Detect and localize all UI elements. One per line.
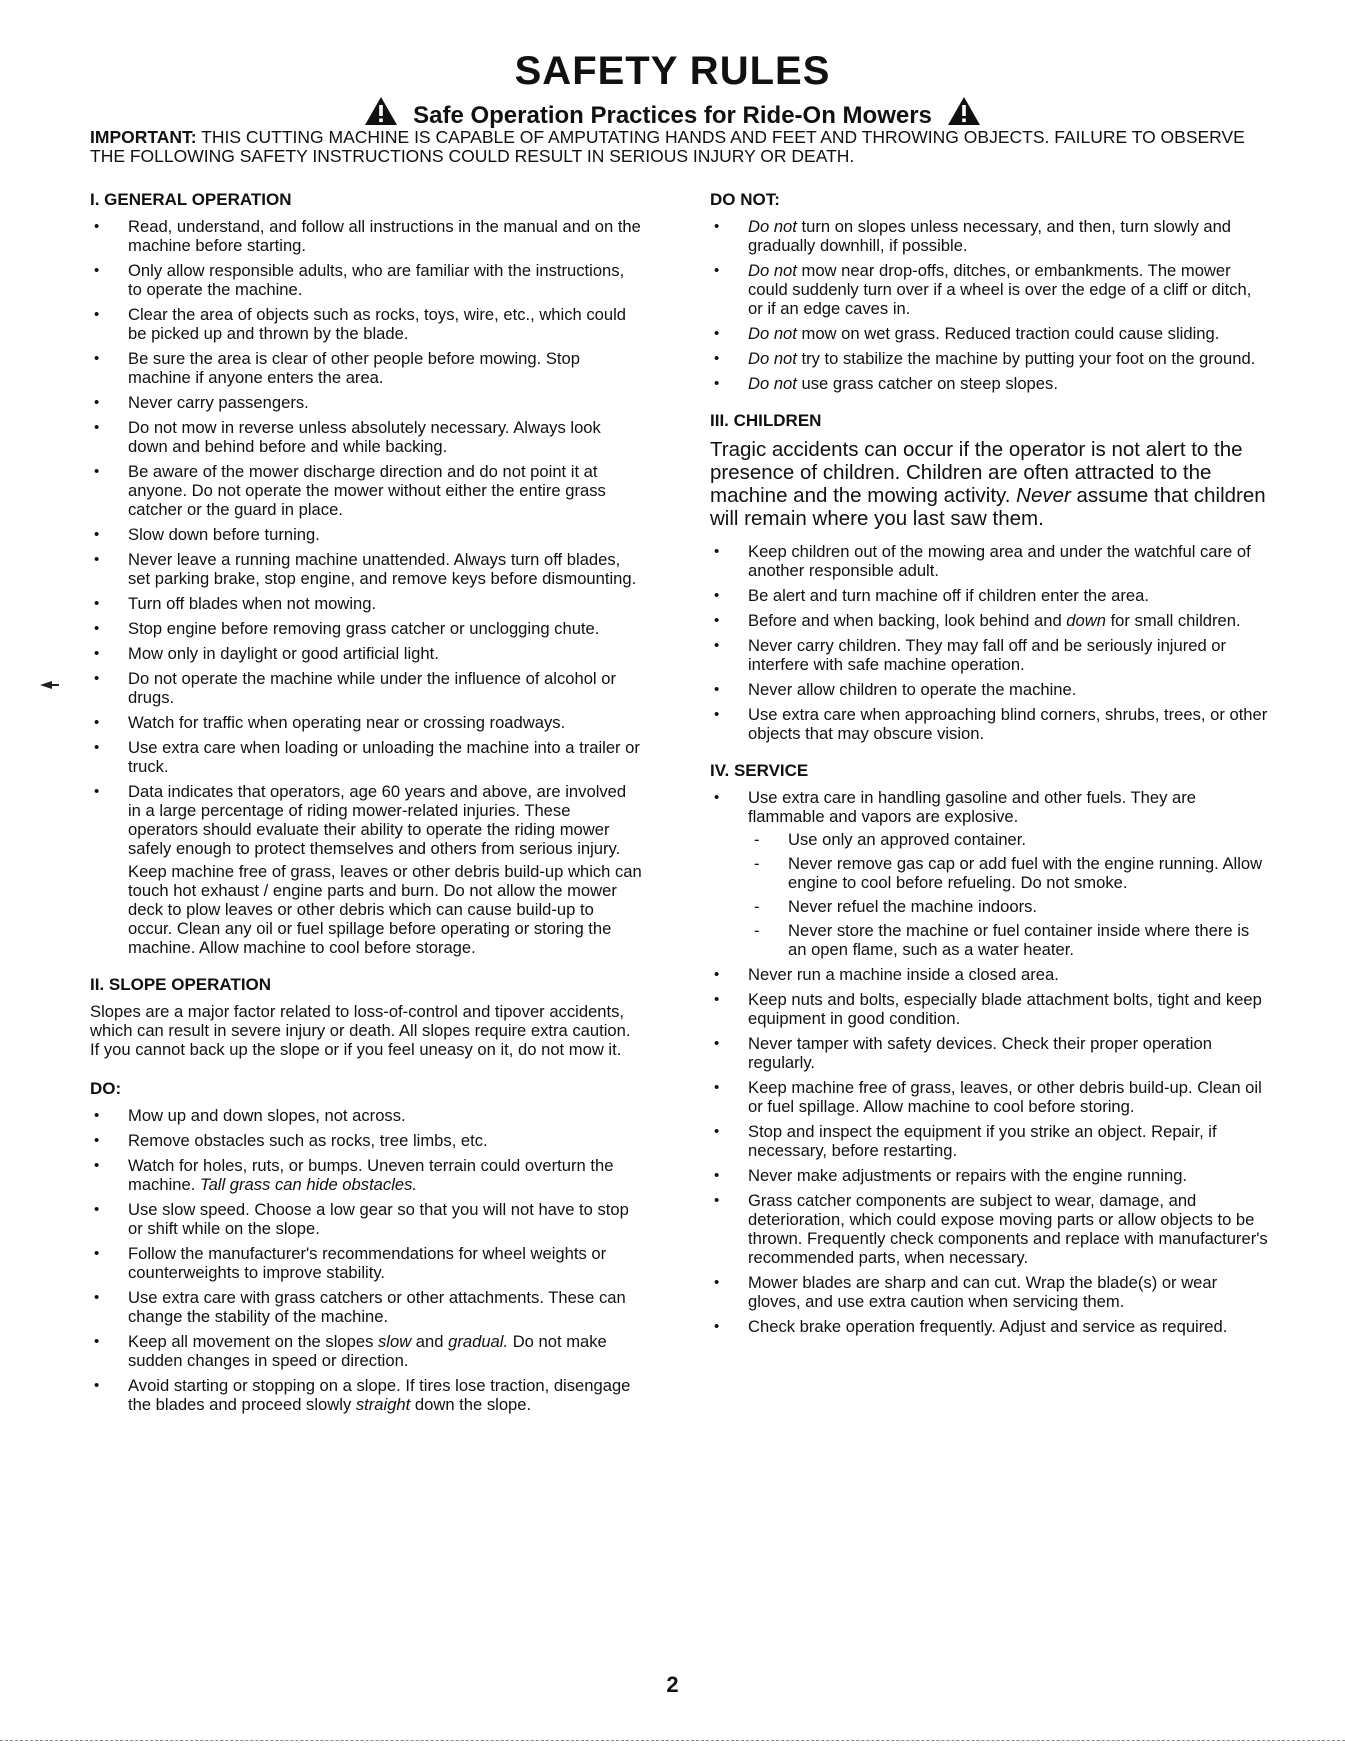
do-not-list xyxy=(710,217,1270,393)
list-item: • Keep machine free of grass, leaves, or other debris build-up. Clean oil or fuel spillage. Allow machine to cool before storing. xyxy=(710,1078,1270,1116)
list-item: • Slow down before turning. xyxy=(90,525,642,544)
list-item: • Follow the manufacturer's recommendations for wheel weights or counterweights to improve stability. xyxy=(90,1244,642,1282)
list-item: • Mower blades are sharp and can cut. Wrap the blade(s) or wear gloves, and use extra caution when servicing them. xyxy=(710,1273,1270,1311)
list-item-text: Watch for holes, ruts, or bumps. Uneven terrain could overturn the machine. xyxy=(128,1156,614,1194)
list-item-emphasis: straight xyxy=(355,1395,411,1414)
left-column xyxy=(90,190,642,1420)
list-item: • Stop and inspect the equipment if you strike an object. Repair, if necessary, before restarting. xyxy=(710,1122,1270,1160)
list-item: • Do not operate the machine while under the influence of alcohol or drugs. xyxy=(90,669,642,707)
intro-text: Tragic accidents can occur if the operator is not alert to the presence of children. Children are often attracted to the machine and the mowing activity. xyxy=(710,438,1243,507)
list-item: • Be aware of the mower discharge direction and do not point it at anyone. Do not operate the mower without either the entire grass catcher or the guard in place. xyxy=(90,462,642,519)
service-list xyxy=(710,788,1270,1336)
page-number: 2 xyxy=(666,1672,679,1697)
list-item xyxy=(710,217,1270,255)
margin-arrow-icon xyxy=(40,680,60,690)
list-item-text: try to stabilize the machine by putting your foot on the ground. xyxy=(796,349,1256,368)
do-list xyxy=(90,1106,642,1414)
intro-emphasis: Never xyxy=(1016,484,1071,507)
list-item xyxy=(90,1156,642,1194)
list-item: • Be alert and turn machine off if children enter the area. xyxy=(710,586,1270,605)
sub-list-item: - Never refuel the machine indoors. xyxy=(748,897,1270,916)
list-item: • Read, understand, and follow all instructions in the manual and on the machine before starting. xyxy=(90,217,642,255)
list-item-emphasis: slow xyxy=(377,1332,412,1351)
list-item: • Never run a machine inside a closed area. xyxy=(710,965,1270,984)
list-item: • Use extra care with grass catchers or other attachments. These can change the stability of the machine. xyxy=(90,1288,642,1326)
list-item: • Check brake operation frequently. Adjust and service as required. xyxy=(710,1317,1270,1336)
list-item-text: Avoid starting or stopping on a slope. If tires lose traction, disengage the blades and proceed slowly xyxy=(128,1376,631,1414)
list-item: • Do not mow in reverse unless absolutely necessary. Always look down and behind before and while backing. xyxy=(90,418,642,456)
general-list xyxy=(90,217,642,957)
list-item-text: Use extra care in handling gasoline and other fuels. They are flammable and vapors are explosive. xyxy=(748,788,1196,826)
warning-triangle-icon xyxy=(364,96,398,126)
list-item: • Grass catcher components are subject to wear, damage, and deterioration, which could expose moving parts or allow objects to be thrown. Frequently check components and replace with manufacturer's recommended parts, when necessary. xyxy=(710,1191,1270,1267)
list-item-emphasis: Tall grass can hide obstacles. xyxy=(199,1175,418,1194)
list-item: • Never tamper with safety devices. Check their proper operation regularly. xyxy=(710,1034,1270,1072)
right-column xyxy=(710,190,1270,1342)
list-item xyxy=(710,324,1270,343)
do-not-heading: DO NOT: xyxy=(710,190,780,209)
section-heading-children: III. CHILDREN xyxy=(710,411,822,430)
section-heading-service: IV. SERVICE xyxy=(710,761,809,780)
list-item: • Use extra care when approaching blind corners, shrubs, trees, or other objects that may obscure vision. xyxy=(710,705,1270,743)
warning-triangle-icon xyxy=(947,96,981,126)
list-item-text: Before and when backing, look behind and xyxy=(748,611,1067,630)
list-item: • Never carry children. They may fall off and be seriously injured or interfere with safe machine operation. xyxy=(710,636,1270,674)
important-text: THIS CUTTING MACHINE IS CAPABLE OF AMPUTATING HANDS AND FEET AND THROWING OBJECTS. FAILURE TO OBSERVE THE FOLLOWING SAFETY INSTRUCTIONS COULD RESULT IN SERIOUS INJURY OR DEATH. xyxy=(90,127,1245,166)
list-item: • Only allow responsible adults, who are familiar with the instructions, to operate the machine. xyxy=(90,261,642,299)
list-item: • Watch for traffic when operating near or crossing roadways. xyxy=(90,713,642,732)
intro-text: assume that children will remain where you last saw them. xyxy=(710,484,1266,530)
important-notice xyxy=(90,128,1270,166)
list-item: • Never carry passengers. xyxy=(90,393,642,412)
list-item xyxy=(90,1376,642,1414)
list-item: • Be sure the area is clear of other people before mowing. Stop machine if anyone enters the area. xyxy=(90,349,642,387)
list-item: • Use slow speed. Choose a low gear so that you will not have to stop or shift while on the slope. xyxy=(90,1200,642,1238)
children-intro xyxy=(710,438,1270,530)
list-item-extra: Keep machine free of grass, leaves or other debris build-up which can touch hot exhaust / engine parts and burn. Do not allow the mower deck to plow leaves or other debris which can cause build-up to occur. Clean any oil or fuel spillage before operating or storing the machine. Allow machine to cool before storage. xyxy=(128,862,642,957)
sub-list-item: - Never store the machine or fuel container inside where there is an open flame, such as a water heater. xyxy=(748,921,1270,959)
fuel-sublist xyxy=(748,830,1270,959)
list-item-text: turn on slopes unless necessary, and then, turn slowly and gradually downhill, if possible. xyxy=(748,217,1232,255)
list-item-emphasis: Do not xyxy=(748,217,797,236)
list-item: • Remove obstacles such as rocks, tree limbs, etc. xyxy=(90,1131,642,1150)
list-item-text: Keep all movement on the slopes xyxy=(128,1332,378,1351)
list-item xyxy=(710,261,1270,318)
do-heading: DO: xyxy=(90,1079,122,1098)
list-item xyxy=(710,374,1270,393)
list-item xyxy=(90,1332,642,1370)
list-item: • Use extra care when loading or unloading the machine into a trailer or truck. xyxy=(90,738,642,776)
sub-list-item: - Use only an approved container. xyxy=(748,830,1270,849)
list-item-text: mow on wet grass. Reduced traction could cause sliding. xyxy=(796,324,1220,343)
list-item xyxy=(710,788,1270,959)
sub-list-item: - Never remove gas cap or add fuel with the engine running. Allow engine to cool before refueling. Do not smoke. xyxy=(748,854,1270,892)
list-item-text: down the slope. xyxy=(410,1395,532,1414)
list-item xyxy=(710,349,1270,368)
list-item: • Never make adjustments or repairs with the engine running. xyxy=(710,1166,1270,1185)
list-item: • Mow only in daylight or good artificial light. xyxy=(90,644,642,663)
list-item: • Mow up and down slopes, not across. xyxy=(90,1106,642,1125)
page-title: SAFETY RULES xyxy=(514,49,831,93)
list-item: • Never leave a running machine unattended. Always turn off blades, set parking brake, stop engine, and remove keys before dismounting. xyxy=(90,550,642,588)
subtitle-text: Safe Operation Practices for Ride-On Mowers xyxy=(413,102,932,129)
page-subtitle xyxy=(0,96,1345,131)
list-item xyxy=(90,782,642,957)
list-item-emphasis: down xyxy=(1066,611,1106,630)
bottom-divider xyxy=(0,1740,1345,1741)
important-label: IMPORTANT: xyxy=(90,127,197,147)
list-item-emphasis: Do not xyxy=(748,374,797,393)
list-item-emphasis: Do not xyxy=(748,349,797,368)
children-list xyxy=(710,542,1270,743)
list-item: • Clear the area of objects such as rocks, toys, wire, etc., which could be picked up and thrown by the blade. xyxy=(90,305,642,343)
list-item-text: use grass catcher on steep slopes. xyxy=(796,374,1058,393)
list-item xyxy=(710,611,1270,630)
list-item: • Never allow children to operate the machine. xyxy=(710,680,1270,699)
list-item: • Keep children out of the mowing area and under the watchful care of another responsible adult. xyxy=(710,542,1270,580)
list-item-text: mow near drop-offs, ditches, or embankments. The mower could suddenly turn over if a wheel is over the edge of a cliff or ditch, or if an edge caves in. xyxy=(748,261,1252,318)
list-item-text: and xyxy=(411,1332,449,1351)
list-item: • Turn off blades when not mowing. xyxy=(90,594,642,613)
list-item-emphasis: Do not xyxy=(748,324,797,343)
list-item-emphasis: Do not xyxy=(748,261,797,280)
section-heading-slope: II. SLOPE OPERATION xyxy=(90,975,272,994)
list-item: • Keep nuts and bolts, especially blade attachment bolts, tight and keep equipment in good condition. xyxy=(710,990,1270,1028)
slope-intro: Slopes are a major factor related to loss-of-control and tipover accidents, which can result in severe injury or death. All slopes require extra caution. If you cannot back up the slope or if you feel uneasy on it, do not mow it. xyxy=(90,1002,631,1059)
list-item-emphasis: gradual. xyxy=(448,1332,509,1351)
list-item-text: for small children. xyxy=(1105,611,1241,630)
list-item: • Stop engine before removing grass catcher or unclogging chute. xyxy=(90,619,642,638)
list-item-text: Do not make sudden changes in speed or direction. xyxy=(128,1332,607,1370)
section-heading-general: I. GENERAL OPERATION xyxy=(90,190,292,209)
list-item-text: Data indicates that operators, age 60 years and above, are involved in a large percentage of riding mower-related injuries. These operators should evaluate their ability to operate the riding mower safely enough to protect themselves and others from serious injury. xyxy=(128,782,627,858)
